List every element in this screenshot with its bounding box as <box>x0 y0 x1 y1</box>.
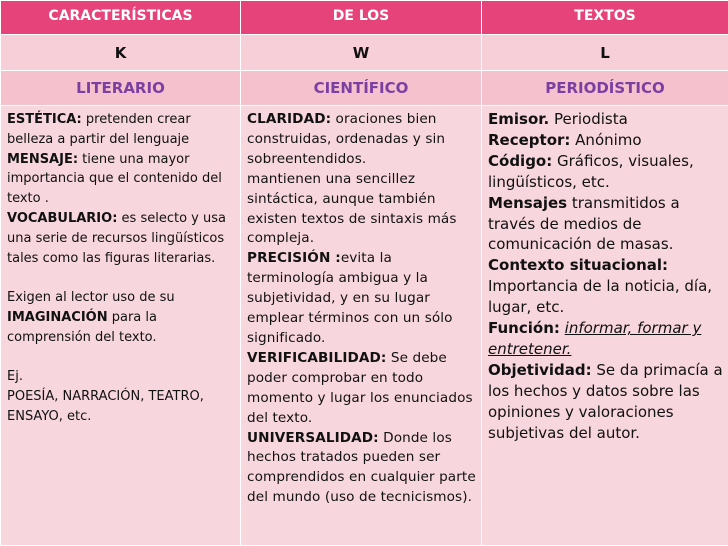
header-row <box>1 1 728 35</box>
funcion-underlined: informar, formar y entretener. <box>488 319 702 358</box>
content-cell-periodistico <box>482 106 728 546</box>
content-cell-literario <box>1 106 241 546</box>
periodistico-term: Receptor: <box>488 130 571 149</box>
cientifico-desc: oraciones bien construidas, ordenadas y sin sobreentendidos. mantienen una sencillez sintáctica, aunque también existen textos de sintaxis más compleja. <box>247 111 457 247</box>
periodistico-text <box>482 106 728 444</box>
periodistico-desc: Gráficos, visuales, lingüísticos, etc. <box>488 151 694 191</box>
text-type-row <box>1 71 728 106</box>
periodistico-desc: Importancia de la noticia, día, lugar, etc. <box>488 277 713 317</box>
periodistico-term: Función: <box>488 319 560 338</box>
cientifico-desc: Donde los hechos tratados pueden ser comprendidos en cualquier parte del mundo (uso de tecnicismos). <box>247 429 476 506</box>
type-cell-literario: LITERARIO <box>1 71 241 106</box>
kwl-cell-k: K <box>1 35 241 71</box>
content-row <box>1 106 728 546</box>
kwl-row <box>1 35 728 71</box>
cientifico-term: UNIVERSALIDAD: <box>247 429 379 446</box>
cientifico-term: CLARIDAD: <box>247 111 332 127</box>
literario-term: MENSAJE: <box>7 151 79 167</box>
literario-desc: tiene una mayor importancia que el contenido del texto . <box>7 151 222 207</box>
content-cell-cientifico <box>241 106 482 546</box>
kwl-cell-w: W <box>241 35 482 71</box>
cientifico-term: VERIFICABILIDAD: <box>247 349 387 366</box>
header-cell-caracteristicas: CARACTERÍSTICAS <box>1 1 241 35</box>
cientifico-term: PRECISIÓN : <box>247 250 341 267</box>
header-cell-de-los: DE LOS <box>241 1 482 35</box>
literario-desc: pretenden crear belleza a partir del lenguaje <box>7 112 191 147</box>
periodistico-term: Mensajes <box>488 193 568 212</box>
type-cell-cientifico: CIENTÍFICO <box>241 71 482 106</box>
periodistico-desc: Se da primacía a los hechos y datos sobre las opiniones y valoraciones subjetivas del autor. <box>488 360 723 442</box>
periodistico-term: Emisor. <box>488 110 550 128</box>
literario-term: VOCABULARIO: <box>7 210 118 226</box>
cientifico-text <box>241 106 481 508</box>
periodistico-term: Objetividad: <box>488 360 592 379</box>
periodistico-term: Contexto situacional: <box>488 256 669 275</box>
cientifico-desc: Se debe poder comprobar en todo momento y lugar los enunciados del texto. <box>247 349 473 426</box>
literario-text <box>1 106 240 427</box>
cientifico-desc: evita la terminología ambigua y la subjetividad, y en su lugar emplear términos con un sólo significado. <box>247 250 453 346</box>
periodistico-desc: Periodista <box>553 110 628 128</box>
literario-term: IMAGINACIÓN <box>7 309 108 325</box>
periodistico-desc: Anónimo <box>575 130 642 149</box>
literario-desc: es selecto y usa una serie de recursos lingüísticos tales como las figuras literarias. Exigen al lector uso de su <box>7 210 226 306</box>
literario-desc: para la comprensión del texto. Ej. POESÍA, NARRACIÓN, TEATRO, ENSAYO, etc. <box>7 309 204 424</box>
kwl-cell-l: L <box>482 35 728 71</box>
header-cell-textos: TEXTOS <box>482 1 728 35</box>
literario-term: ESTÉTICA: <box>7 112 82 127</box>
periodistico-desc: transmitidos a través de medios de comunicación de masas. <box>488 193 680 254</box>
periodistico-term: Código: <box>488 151 553 170</box>
type-cell-periodistico: PERIODÍSTICO <box>482 71 728 106</box>
